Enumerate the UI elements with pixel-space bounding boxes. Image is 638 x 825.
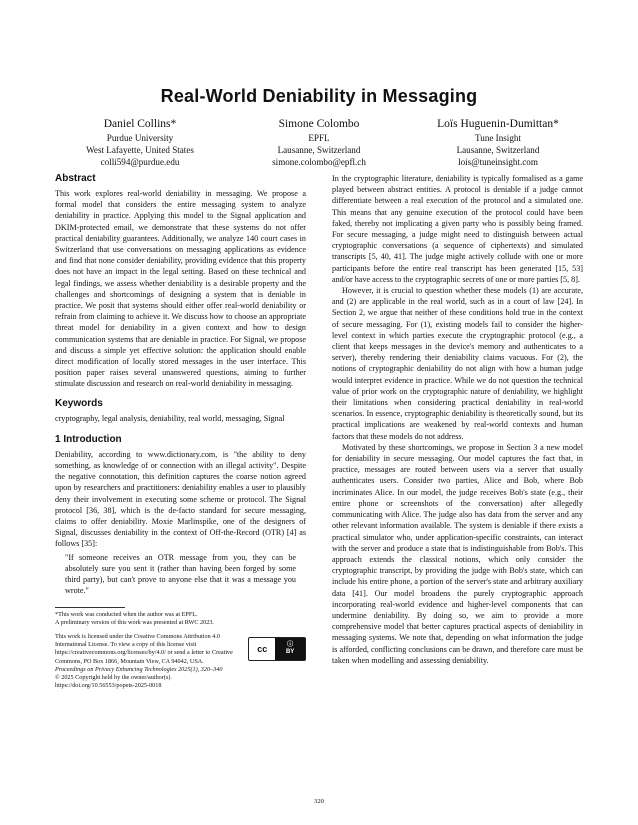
author-affiliation: EPFL bbox=[308, 133, 330, 143]
page-number: 320 bbox=[314, 798, 324, 805]
author-email[interactable]: colli594@purdue.edu bbox=[100, 157, 180, 168]
abstract-text: This work explores real-world deniability in messaging. We propose a formal model that considers the entire messaging system to analyze deniability in practice. Applying this model to the Signal application and DKIM-protected email, we demonstrate that these systems do not offer practical deniability guarantees. Additionally, we analyze 140 court cases in Switzerland that use conversations on messaging applications as evidence and find that none consider deniability, providing evidence that this property does not have an impact in the legal setting. Based on these technical and legal findings, we assess whether deniability is a desirable property and the challenges and shortcomings of designing a system that is deniable in practice. We posit that systems should either offer real-world deniability or refrain from claiming to achieve it. We discuss how to choose an appropriate threat model for deniability in a given context and how to design communication systems that are deniable in practice. For Signal, we propose and discuss a simple yet effective solution: the application should enable direct modification of locally stored messages in the user interface. This position paper raises several unanswered questions, aiming to further stimulate discussion and research on real-world deniability in messaging. bbox=[55, 189, 306, 389]
block-quote: "If someone receives an OTR message from you, they can be absolutely sure you sent it (rather than having been forged by some third party), but can't prove to anyone else that it was a message you wrote." bbox=[65, 552, 296, 596]
left-column bbox=[55, 173, 306, 690]
proceedings-line: Proceedings on Privacy Enhancing Technologies 2025(1), 320–340 bbox=[55, 665, 223, 673]
license-block bbox=[55, 633, 306, 690]
intro-paragraph: Deniability, according to www.dictionary.com, is "the ability to deny something, as knowledge of or connection with an illegal activity". Despite the negative connotation, this definition captures the coarse notion agreed upon by researchers and practitioners: deniability enables a user to plausibly deny their involvement in executing some scheme or protocol. The Signal protocol [36, 38], which is the de-facto standard for secure messaging, claims to offer deniability. Moxie Marlinspike, one of the designers of Signal, discusses deniability in the context of Off-the-Record (OTR) [4] as follows [35]: bbox=[55, 449, 306, 549]
right-column bbox=[332, 173, 583, 666]
author-block bbox=[231, 117, 407, 169]
footnote: A preliminary version of this work was presented at RWC 2023. bbox=[55, 618, 214, 626]
cc-by-badge-icon[interactable] bbox=[248, 637, 306, 661]
author-block bbox=[410, 117, 586, 169]
by-label: BY bbox=[285, 648, 295, 655]
author-email[interactable]: simone.colombo@epfl.ch bbox=[272, 157, 366, 168]
author-location: Lausanne, Switzerland bbox=[277, 145, 361, 156]
copyright-line: © 2025 Copyright held by the owner/author(s). bbox=[55, 673, 172, 681]
body-paragraph: However, it is crucial to question whether these models (1) are accurate, and (2) are applicable in the real world, such as in a court of law [24]. In Section 2, we argue that neither of these conditions hold true in the context of secure messaging. For (1), existing models fail to consider the higher-level context in which parties execute the cryptographic protocol (e.g., a client that keeps messages in the device's memory and authenticates to a server), thereby rendering their deniability claims vacuous. For (2), the notions of cryptographic deniability do not align with how a human judge would interpret evidence in practice. While we do not question the technical value of prior work on the cryptographic nature of deniability, we highlight their limitations when considering practical deniability in real-world scenarios. In essence, cryptographic deniability is theoretically sound, but its practical implications are weakened by real-world contexts and human factors that these models do not address. bbox=[332, 286, 583, 441]
author-location: West Lafayette, United States bbox=[86, 145, 194, 156]
author-name: Daniel Collins* bbox=[103, 118, 177, 130]
footnote-divider bbox=[55, 607, 125, 608]
author-block bbox=[52, 117, 228, 169]
footnote: *This work was conducted when the author was at EPFL. bbox=[55, 610, 198, 618]
doi-link[interactable]: https://doi.org/10.56553/popets-2025-0018 bbox=[55, 682, 162, 690]
body-paragraph: Motivated by these shortcomings, we propose in Section 3 a new model for deniability in secure messaging. Our model captures the fact that, in practice, messages are routed between users via a server that usually authenticates users. Consider two parties, Alice and Bob, where Bob incriminates Alice. In our model, the judge receives Bob's state (e.g., their entire phone or screenshots of the conversation) after allegedly communicating with Alice. The judge also has data from the server and any other relevant information available. The system is deniable if there exists a practical simulator who, under application-specific constraints, can interact with the server and produce a state that is indistinguishable from Bob's. This approach extends the classical notions, which only consider the cryptographic transcript, by providing the judge with Bob's state, which can include his entire phone, a portion of the server's state and arbitrary auxiliary data [41]. Our model broadens the purely cryptographic approach incorporating real-world evidence and higher-level components that can undermine deniability. By doing so, we aim to provide a more comprehensive model that better captures practical aspects of deniability in messaging systems. We note that, depending on what information the judge is afforded, conflicting conclusions can be drawn, and therefore care must be taken when modelling and assessing deniability. bbox=[332, 442, 583, 665]
keywords-text: cryptography, legal analysis, deniability, real world, messaging, Signal bbox=[55, 413, 285, 423]
license-text: This work is licensed under the Creative Commons Attribution 4.0 International License. To view a copy of this license visit https://creativecommons.org/licenses/by/4.0/ or send a letter to Creative Commons, PO Box 1866, Mountain View, CA 94042, USA. bbox=[55, 632, 233, 665]
cc-icon: cc bbox=[257, 643, 268, 654]
abstract-heading: Abstract bbox=[55, 173, 96, 184]
author-email[interactable]: lois@tuneinsight.com bbox=[458, 157, 538, 168]
author-name: Simone Colombo bbox=[278, 118, 360, 130]
attribution-icon bbox=[275, 638, 305, 660]
author-list bbox=[52, 117, 586, 169]
author-name: Loïs Huguenin-Dumittan* bbox=[437, 118, 559, 130]
paper-title: Real-World Deniability in Messaging bbox=[160, 86, 478, 106]
author-affiliation: Tune Insight bbox=[475, 133, 521, 143]
body-paragraph: In the cryptographic literature, deniability is typically formalised as a game played between abstract entities. A protocol is deniable if a judge cannot differentiate between a real execution of the protocol and a simulated one. This means that any genuine execution of the protocol could have been faked, thereby not implicating a given party who is possibly being framed. For secure messaging, a judge might need to distinguish between actual cryptographic conversations (a sequence of ciphertexts) and simulated transcripts [5, 40, 41]. The judge might actively collude with one or more participants before the entire real transcript has been generated [15, 53] and/or have access to the cryptographic secrets of one or more parties [5, 8]. bbox=[332, 174, 583, 284]
author-affiliation: Purdue University bbox=[106, 133, 174, 143]
person-icon: ⓘ bbox=[287, 641, 294, 648]
keywords-heading: Keywords bbox=[55, 397, 103, 409]
author-location: Lausanne, Switzerland bbox=[456, 145, 540, 156]
section-heading: 1 Introduction bbox=[55, 433, 122, 445]
